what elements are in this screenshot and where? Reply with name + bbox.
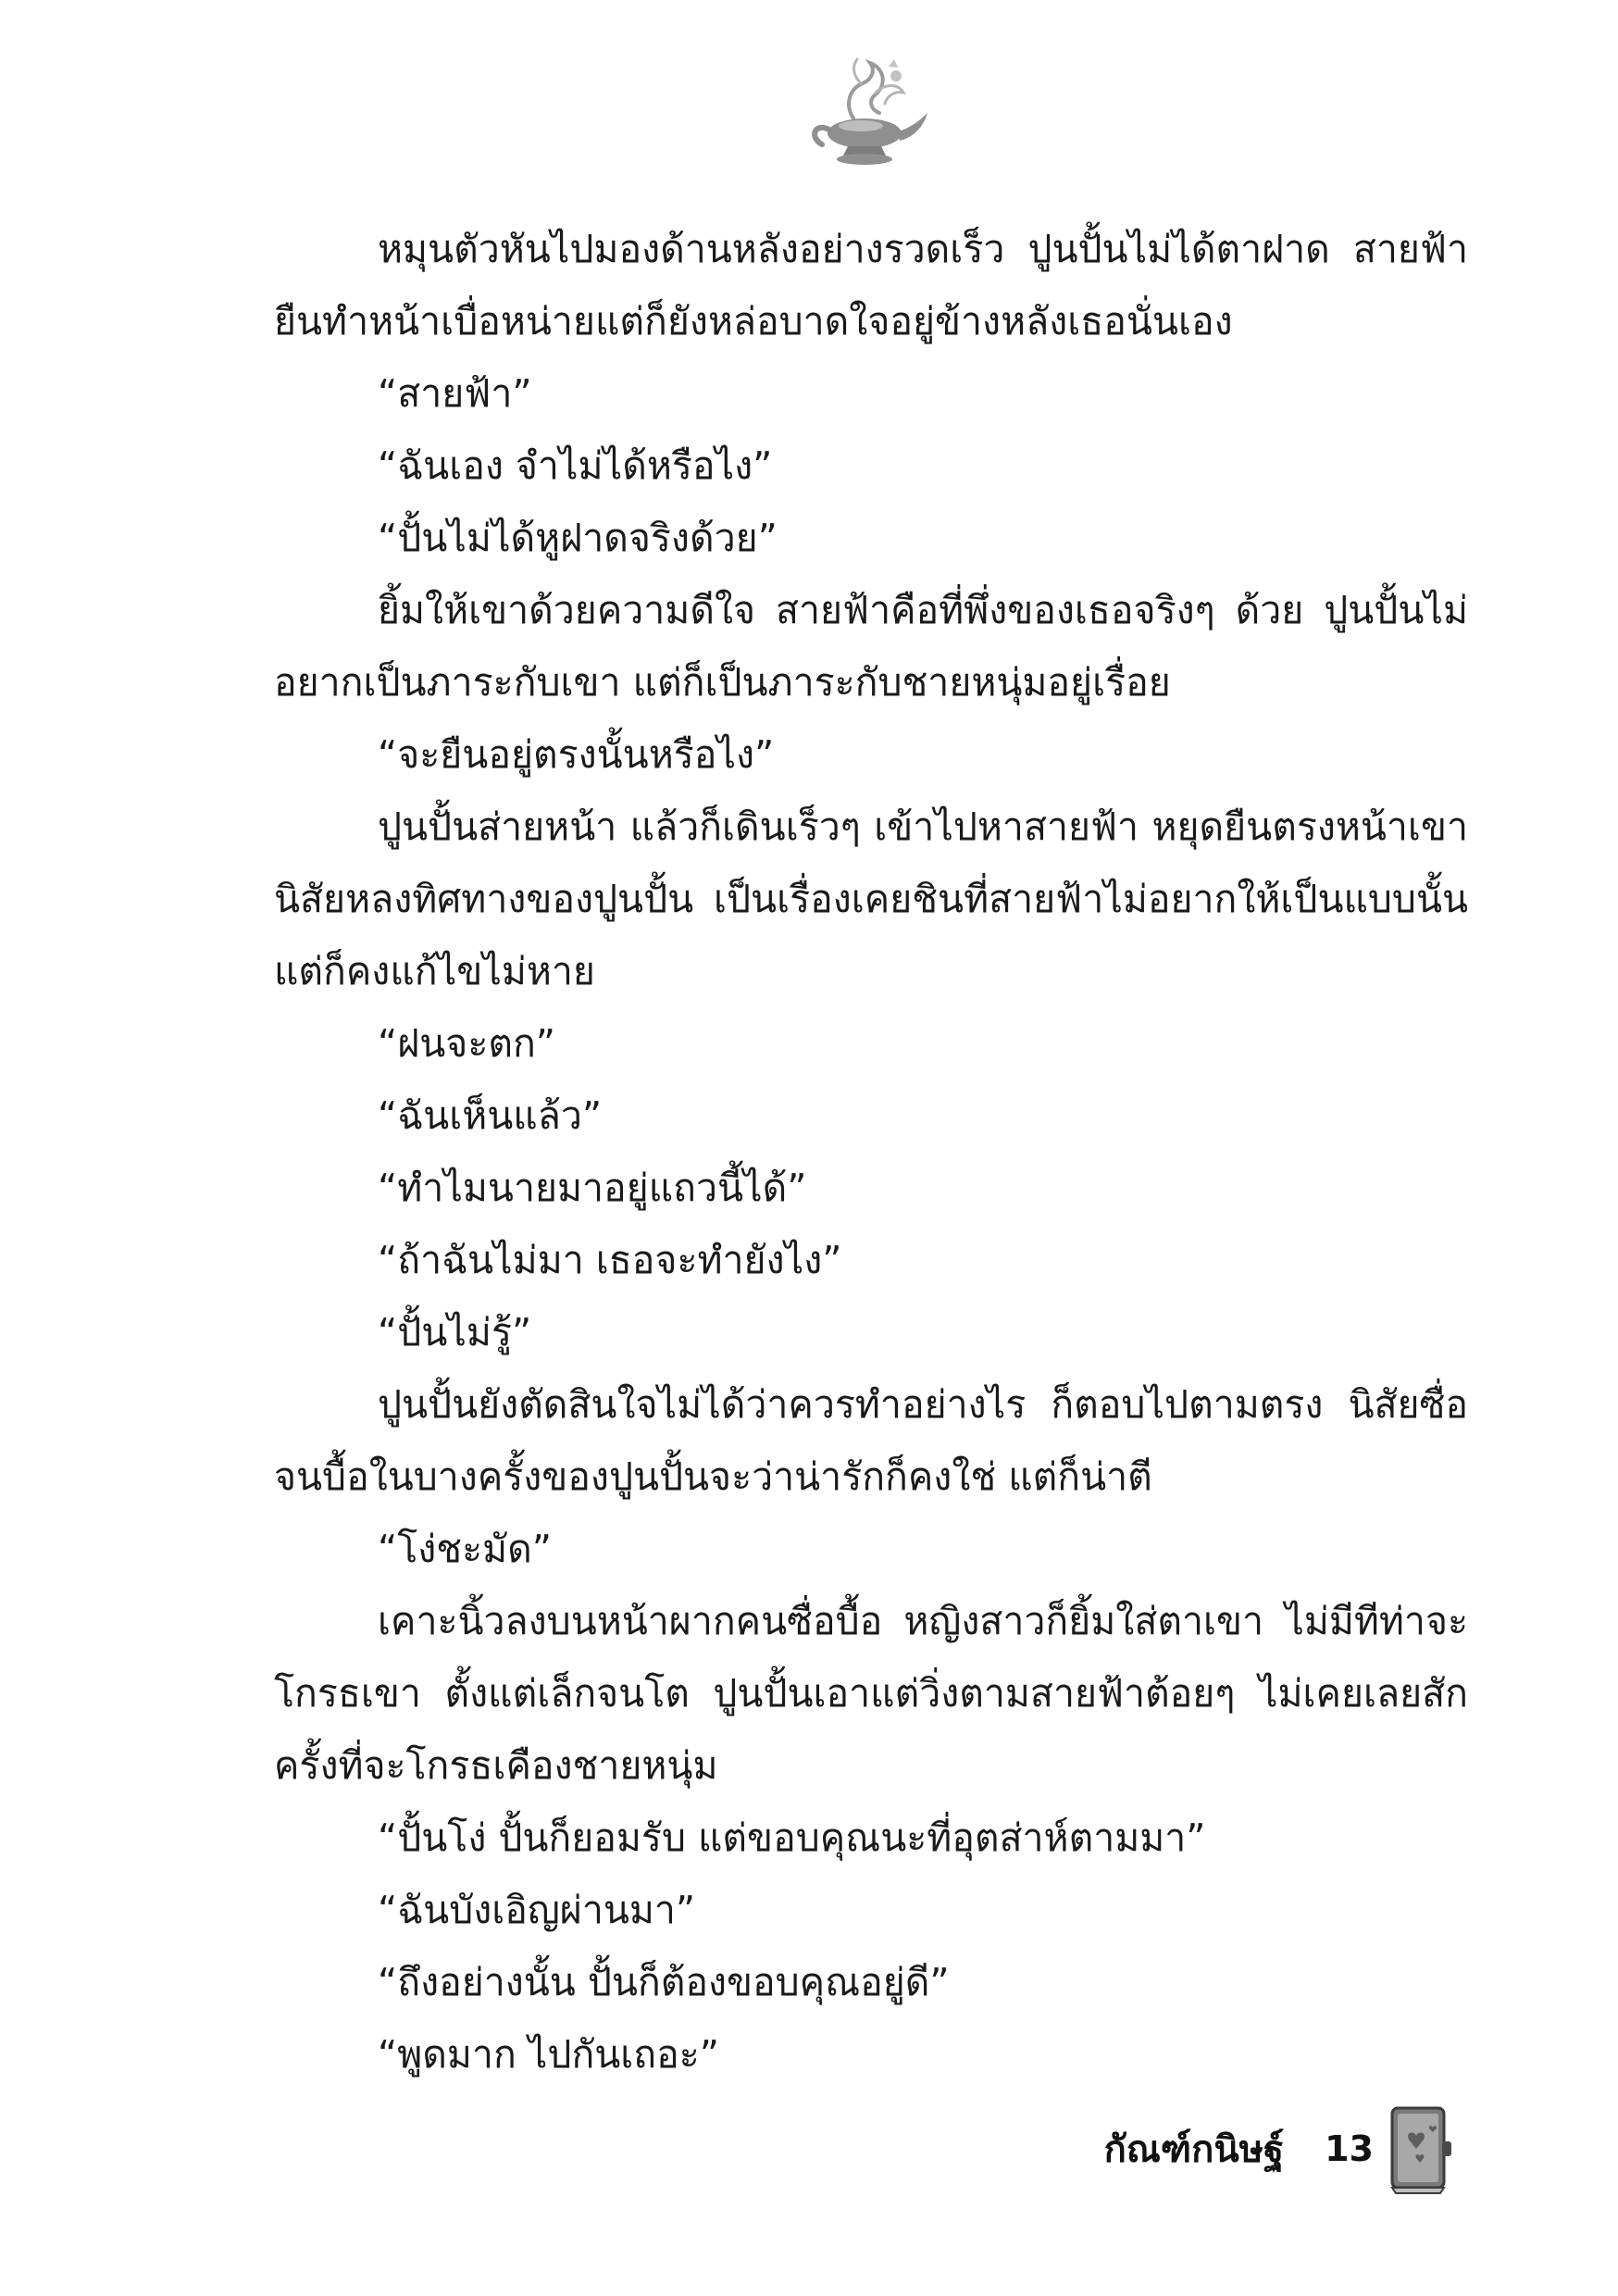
dialogue-line: “ทำไมนายมาอยู่แถวนี้ได้” [378, 1166, 807, 1210]
book-icon [1385, 2103, 1455, 2195]
dialogue-line: “สายฟ้า” [378, 371, 532, 416]
author-name: กัณฑ์กนิษฐ์ [1103, 2128, 1285, 2171]
dialogue-line: “ปั้นไม่รู้” [378, 1310, 532, 1354]
body-text [274, 213, 1468, 2090]
dialogue-line: “ฉันบังเอิญผ่านมา” [378, 1888, 696, 1932]
dialogue-line: “จะยืนอยู่ตรงนั้นหรือไง” [378, 732, 775, 777]
paragraph: ยิ้มให้เขาด้วยความดีใจ สายฟ้าคือที่พึ่งของเธอจริงๆ ด้วย ปูนปั้นไม่อยากเป็นภาระกับเขา แต่ก็เป็นภาระกับชายหนุ่มอยู่เรื่อย [274, 588, 1468, 705]
dialogue-line: “โง่ชะมัด” [378, 1527, 553, 1571]
dialogue-line: “ปั้นไม่ได้หูฝาดจริงด้วย” [378, 516, 778, 560]
page-number: 13 [1325, 2128, 1374, 2169]
page-footer [1104, 2098, 1455, 2200]
dialogue-line: “ถึงอย่างนั้น ปั้นก็ต้องขอบคุณอยู่ดี” [378, 1960, 950, 2004]
paragraph: เคาะนิ้วลงบนหน้าผากคนซื่อบื้อ หญิงสาวก็ยิ้มใส่ตาเขา ไม่มีทีท่าจะโกรธเขา ตั้งแต่เล็กจนโต ปูนปั้นเอาแต่วิ่งตามสายฟ้าต้อยๆ ไม่เคยเลยสักครั้งที่จะโกรธเคืองชายหนุ่ม [274, 1599, 1468, 1788]
dialogue-line: “ปั้นโง่ ปั้นก็ยอมรับ แต่ขอบคุณนะที่อุตส่าห์ตามมา” [378, 1816, 1206, 1860]
dialogue-line: “ถ้าฉันไม่มา เธอจะทำยังไง” [378, 1238, 842, 1282]
dialogue-line: “พูดมาก ไปกันเถอะ” [378, 2032, 720, 2077]
genie-lamp-icon [796, 56, 935, 176]
paragraph: หมุนตัวหันไปมองด้านหลังอย่างรวดเร็ว ปูนปั้นไม่ได้ตาฝาด สายฟ้ายืนทำหน้าเบื่อหน่ายแต่ก็ยังหล่อบาดใจอยู่ข้างหลังเธอนั่นเอง [274, 227, 1468, 343]
dialogue-line: “ฉันเห็นแล้ว” [378, 1093, 603, 1138]
paragraph: ปูนปั้นยังตัดสินใจไม่ได้ว่าควรทำอย่างไร ก็ตอบไปตามตรง นิสัยซื่อจนบื้อในบางครั้งของปูนปั้นจะว่าน่ารักก็คงใช่ แต่ก็น่าตี [274, 1382, 1468, 1499]
paragraph: ปูนปั้นส่ายหน้า แล้วก็เดินเร็วๆ เข้าไปหาสายฟ้า หยุดยืนตรงหน้าเขา นิสัยหลงทิศทางของปูนปั้น เป็นเรื่องเคยชินที่สายฟ้าไม่อยากให้เป็นแบบนั้น แต่ก็คงแก้ไขไม่หาย [274, 805, 1468, 993]
dialogue-line: “ฉันเอง จำไม่ได้หรือไง” [378, 443, 773, 488]
dialogue-line: “ฝนจะตก” [378, 1021, 556, 1066]
